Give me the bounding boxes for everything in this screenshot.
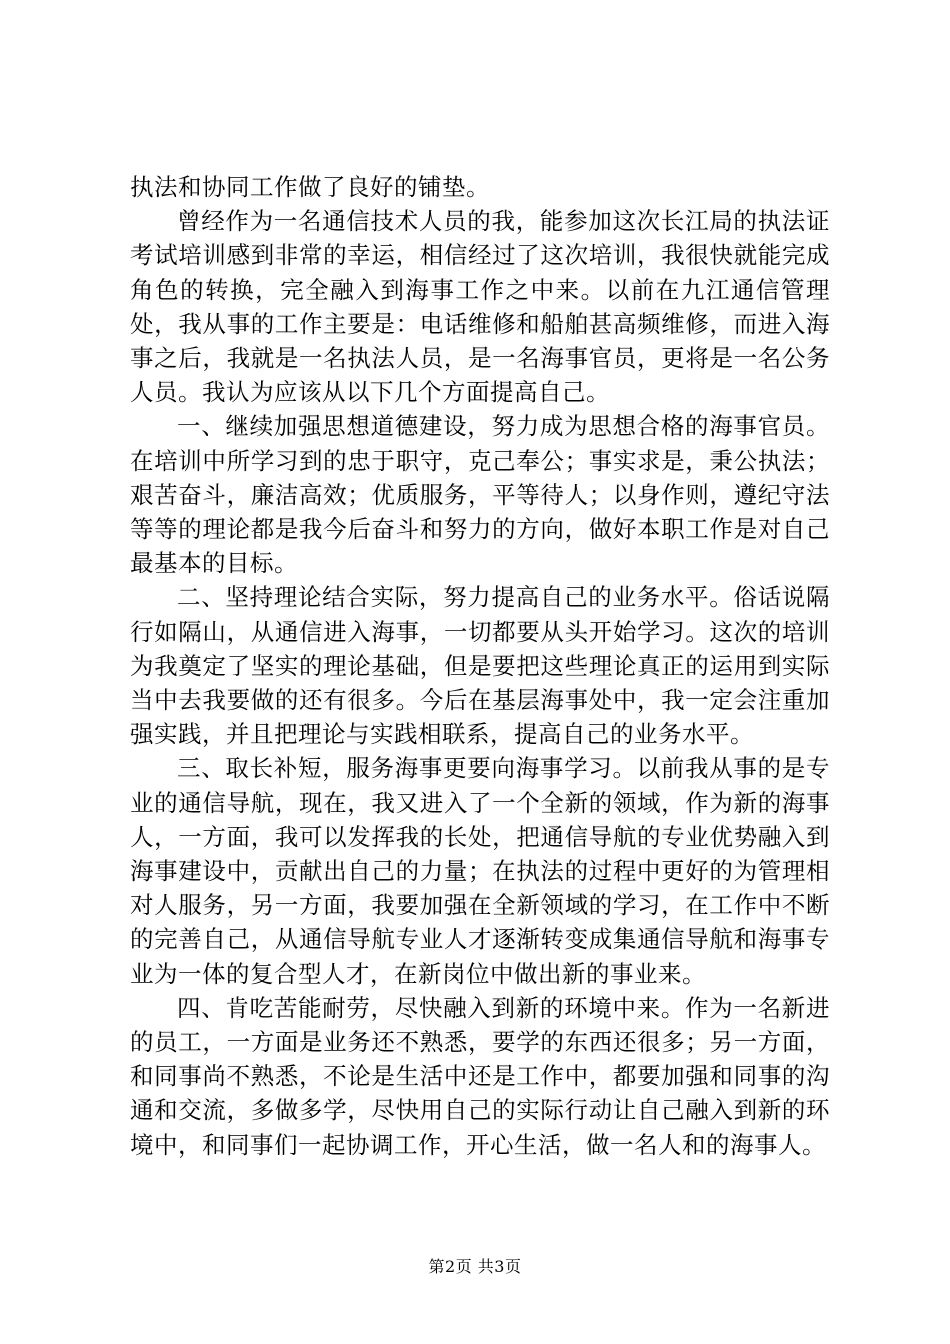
document-body <box>130 170 830 1162</box>
page-number-footer: 第2页 共3页 <box>428 1257 522 1276</box>
paragraph-continuation: 执法和协同工作做了良好的铺垫。 <box>130 173 490 201</box>
paragraph-point-one: 一、继续加强思想道德建设，努力成为思想合格的海事官员。在培训中所学习到的忠于职守，克己奉公；事实求是，秉公执法；艰苦奋斗，廉洁高效；优质服务，平等待人；以身作则，遵纪守法等等的理论都是我今后奋斗和努力的方向，做好本职工作是对自己最基本的目标。 <box>130 412 830 578</box>
paragraph-point-four: 四、肯吃苦能耐劳，尽快融入到新的环境中来。作为一名新进的员工，一方面是业务还不熟悉，要学的东西还很多；另一方面，和同事尚不熟悉，不论是生活中还是工作中，都要加强和同事的沟通和交流，多做多学，尽快用自己的实际行动让自己融入到新的环境中，和同事们一起协调工作，开心生活，做一名人和的海事人。 <box>130 993 830 1159</box>
paragraph-intro: 曾经作为一名通信技术人员的我，能参加这次长江局的执法证考试培训感到非常的幸运，相信经过了这次培训，我很快就能完成角色的转换，完全融入到海事工作之中来。以前在九江通信管理处，我从事的工作主要是：电话维修和船舶甚高频维修，而进入海事之后，我就是一名执法人员，是一名海事官员，更将是一名公务人员。我认为应该从以下几个方面提高自己。 <box>130 207 830 407</box>
paragraph-point-three: 三、取长补短，服务海事更要向海事学习。以前我从事的是专业的通信导航，现在，我又进入了一个全新的领域，作为新的海事人，一方面，我可以发挥我的长处，把通信导航的专业优势融入到海事建设中，贡献出自己的力量；在执法的过程中更好的为管理相对人服务，另一方面，我要加强在全新领域的学习，在工作中不断的完善自己，从通信导航专业人才逐渐转变成集通信导航和海事专业为一体的复合型人才，在新岗位中做出新的事业来。 <box>130 754 830 988</box>
paragraph-point-two: 二、坚持理论结合实际，努力提高自己的业务水平。俗话说隔行如隔山，从通信进入海事，一切都要从头开始学习。这次的培训为我奠定了坚实的理论基础，但是要把这些理论真正的运用到实际当中去我要做的还有很多。今后在基层海事处中，我一定会注重加强实践，并且把理论与实践相联系，提高自己的业务水平。 <box>130 583 830 749</box>
